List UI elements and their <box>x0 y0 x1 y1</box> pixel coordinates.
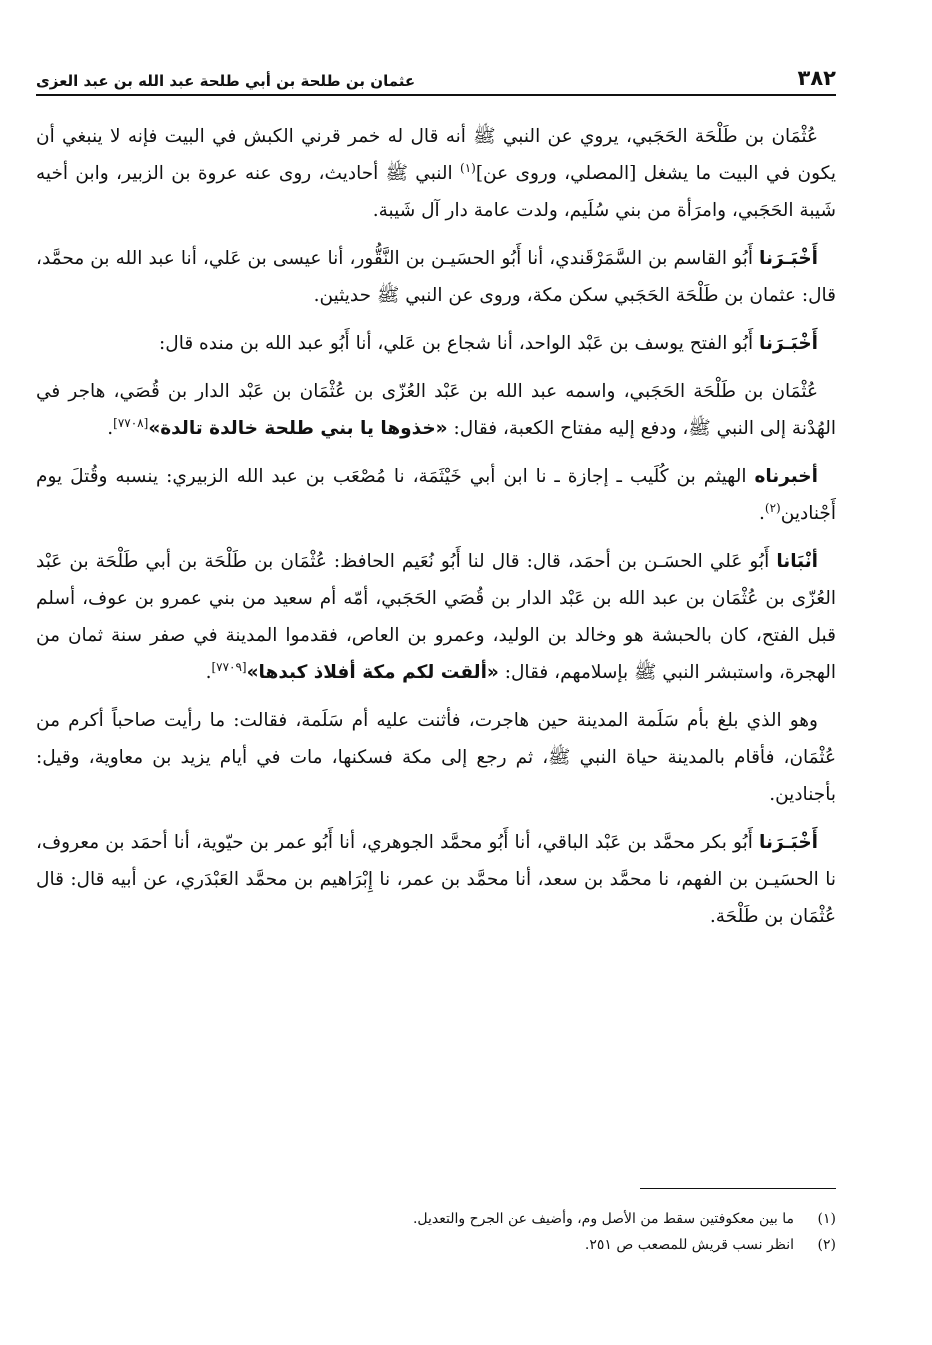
paragraph-text: أَبُو الفتح يوسف بن عَبْد الواحد، أنا شجاع بن عَلي، أنا أَبُو عبد الله بن منده قال: <box>159 333 760 354</box>
paragraph-text: أَبُو بكر محمَّد بن عَبْد الباقي، أنا أَبُو محمَّد الجوهري، أنا أَبُو عمر بن حيّوية، أنا أحمَد بن معروف، نا الحسَيـن بن الفهم، نا محمَّد بن سعد، أنا محمَّد بن عمر، نا إِبْرَاهيم بن محمَّد العَبْدَري، عن أبيه قال: قال عُثْمَان بن طَلْحَة. <box>36 832 836 927</box>
paragraph-tail: . <box>107 418 114 439</box>
footnote-text: انظر نسب قريش للمصعب ص ٢٥١. <box>584 1237 794 1253</box>
footnote-number: (١) <box>817 1211 836 1227</box>
paragraph-tail: . <box>205 662 212 683</box>
footnote-divider <box>640 1188 836 1189</box>
hadith-quote: «ألقت لكم مكة أفلاذ كبدها» <box>246 662 499 683</box>
running-head <box>36 56 836 96</box>
paragraph <box>36 702 836 813</box>
paragraph <box>36 325 836 362</box>
paragraph-text: أَبُو عَلي الحسَـن بن أحمَد، قال: قال لنا أَبُو نُعَيم الحافظ: عُثْمَان بن طَلْحَة بن أبي طَلْحَة بن عَبْد العُزّى بن عُثْمَان بن عبد الله بن عَبْد الدار بن قُصَي الحَجَبي، أمّه أم سعيد من بني عمرو بن عوف، أسلم قبل الفتح، كان بالحبشة هو وخالد بن الوليد، وعمرو بن العاص، فقدموا المدينة في صفر سنة ثمان من الهجرة، واستبشر النبي ﷺ بإسلامهم، فقال: <box>36 551 836 683</box>
reference-marker: (٢) <box>764 500 781 515</box>
narration-lead: أخبرناه <box>754 466 818 487</box>
page-number: ٣٨٢ <box>797 66 836 90</box>
body-text <box>36 118 836 946</box>
paragraph-text: أَبُو القاسم بن السَّمَرْقَندي، أنا أَبُو الحسَيـن بن النَّقُّور، أنا عيسى بن عَلي، أنا عبد الله بن محمَّد، قال: عثمان بن طَلْحَة الحَجَبي سكن مكة، وروى عن النبي ﷺ حديثين. <box>36 248 836 306</box>
paragraph-tail: النبي ﷺ أحاديث، روى عنه عروة بن الزبير، وابن أخيه شَيبة الحَجَبي، وامرَأة من بني سُلَيم، ولدت عامة دار آل شَيبة. <box>36 163 836 221</box>
reference-marker: (١) <box>460 160 476 175</box>
paragraph <box>36 543 836 691</box>
paragraph-text: عُثْمَان بن طَلْحَة الحَجَبي، يروي عن النبي ﷺ أنه قال له خمر قرني الكبش في البيت فإنه لا ينبغي أن يكون في البيت ما يشغل [المصلي، وروى عن] <box>36 126 837 184</box>
footnote <box>36 1206 836 1232</box>
narration-lead: أنْبَانا <box>776 551 818 572</box>
paragraph <box>36 118 836 229</box>
paragraph <box>36 373 836 447</box>
footnotes <box>36 1206 836 1258</box>
footnote-number: (٢) <box>817 1237 836 1253</box>
paragraph-text: الهيثم بن كُلَيب ـ إجازة ـ نا ابن أبي خَيْثَمَة، نا مُصْعَب بن عبد الله الزبيري: ينسبه وقُتلَ يوم أَجْنادين <box>36 466 836 524</box>
narration-lead: أَخْبَـرَنا <box>759 248 818 269</box>
running-title: عثمان بن طلحة بن أبي طلحة عبد الله بن عبد العزى <box>36 72 416 90</box>
hadith-quote: «خذوها يا بني طلحة خالدة تالدة» <box>148 418 448 439</box>
paragraph <box>36 240 836 314</box>
reference-marker: [٧٧٠٨] <box>113 415 149 430</box>
narration-lead: أَخْبَـرَنا <box>759 832 818 853</box>
footnote-text: ما بين معكوفتين سقط من الأصل وم، وأضيف عن الجرح والتعديل. <box>412 1211 794 1227</box>
reference-marker: [٧٧٠٩] <box>211 659 247 674</box>
paragraph <box>36 458 836 532</box>
narration-lead: أَخْبَـرَنا <box>759 333 818 354</box>
paragraph-text: وهو الذي بلغ بأم سَلَمة المدينة حين هاجرت، فأثنت عليه أم سَلَمة، فقالت: ما رأيت صاحباً أكرم من عُثْمَان، فأقام بالمدينة حياة النبي ﷺ، ثم رجع إلى مكة فسكنها، مات في أيام يزيد بن معاوية، وقيل: بأجنادين. <box>36 710 836 805</box>
paragraph-text: عُثْمَان بن طَلْحَة الحَجَبي، واسمه عبد الله بن عَبْد العُزّى بن عُثْمَان بن عَبْد الدار بن قُصَي، هاجر في الهُدْنة إلى النبي ﷺ، ودفع إليه مفتاح الكعبة، فقال: <box>36 381 836 439</box>
paragraph-tail: . <box>759 503 765 524</box>
footnote <box>36 1232 836 1258</box>
paragraph <box>36 824 836 935</box>
